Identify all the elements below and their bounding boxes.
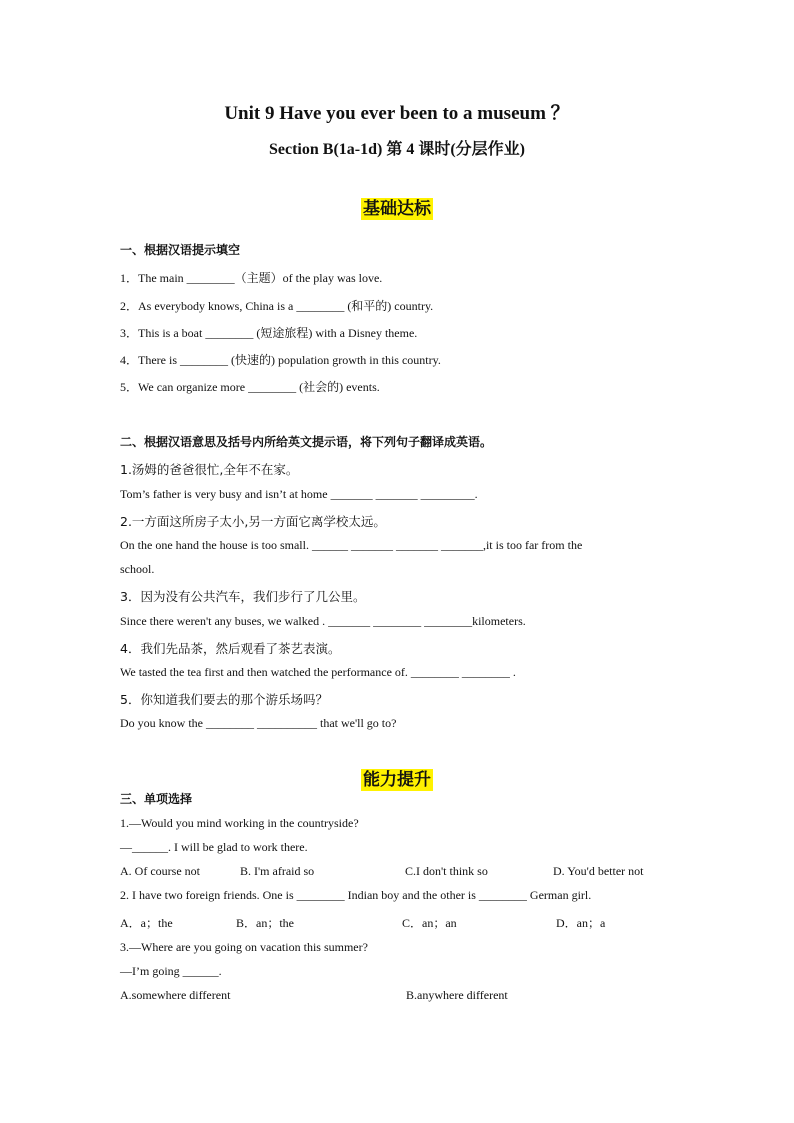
- part3-q2-option-d: D．an；a: [556, 916, 606, 930]
- part3-q1-option-c: C.I don't think so: [405, 864, 488, 878]
- part1-item-5: 5．We can organize more ________ (社会的) events.: [120, 380, 380, 394]
- page-subtitle: Section B(1a-1d) 第 4 课时(分层作业): [269, 141, 525, 158]
- part3-q3-option-a: A.somewhere different: [120, 988, 231, 1002]
- part1-item-3: 3．This is a boat ________ (短途旅程) with a Disney theme.: [120, 326, 418, 340]
- part3-q2: 2. I have two foreign friends. One is ________ Indian boy and the other is ________ German girl.: [120, 888, 592, 902]
- part3-q2-option-c: C．an；an: [402, 916, 457, 930]
- section-band-basic: [0, 194, 794, 219]
- section-band-basic-label: 基础达标: [363, 199, 431, 219]
- part3-q1-option-d: D. You'd better not: [553, 864, 644, 878]
- part3-q1-option-b: B. I'm afraid so: [240, 864, 315, 878]
- part2-q5-english: Do you know the ________ __________ that we'll go to?: [120, 716, 397, 730]
- part3-heading: 三、单项选择: [120, 792, 193, 806]
- part2-heading: 二、根据汉语意思及括号内所给英文提示语，将下列句子翻译成英语。: [120, 435, 493, 449]
- part2-q3-english: Since there weren't any buses, we walked . _______ ________ ________kilometers.: [120, 614, 526, 628]
- part1-item-1: 1．The main ________（主题）of the play was love.: [120, 271, 383, 285]
- part3-q1-option-a: A. Of course not: [120, 864, 200, 878]
- part2-q2-english-cont: school.: [120, 562, 155, 576]
- part1-heading: 一、根据汉语提示填空: [120, 243, 241, 257]
- part3-q1: 1.—Would you mind working in the countryside?: [120, 816, 359, 830]
- part2-q3-chinese: 3．因为没有公共汽车，我们步行了几公里。: [120, 589, 366, 604]
- part2-q2-chinese: 2.一方面这所房子太小,另一方面它离学校太远。: [120, 514, 386, 529]
- page-title: Unit 9 Have you ever been to a museum ？: [224, 103, 570, 124]
- section-band-advanced: [0, 765, 794, 790]
- part3-q2-option-b: B．an；the: [236, 916, 294, 930]
- part1-item-2: 2．As everybody knows, China is a ________ (和平的) country.: [120, 299, 434, 313]
- part2-q4-chinese: 4．我们先品茶，然后观看了茶艺表演。: [120, 641, 341, 656]
- part2-q1-chinese: 1.汤姆的爸爸很忙,全年不在家。: [120, 462, 299, 477]
- part3-q3: 3.—Where are you going on vacation this summer?: [120, 940, 368, 954]
- part2-q2-english: On the one hand the house is too small. ______ _______ _______ _______,it is too far from the: [120, 538, 583, 552]
- part3-q3-option-b: B.anywhere different: [406, 988, 508, 1002]
- part2-q4-english: We tasted the tea first and then watched the performance of. ________ ________ .: [120, 665, 516, 679]
- part1-item-4: 4．There is ________ (快速的) population growth in this country.: [120, 353, 441, 367]
- section-band-advanced-label: 能力提升: [363, 770, 431, 790]
- part2-q5-chinese: 5．你知道我们要去的那个游乐场吗？: [120, 692, 328, 707]
- part2-q1-english: Tom’s father is very busy and isn’t at home _______ _______ _________.: [120, 487, 478, 501]
- part3-q2-option-a: A．a；the: [120, 916, 173, 930]
- part3-q3-response: —I’m going ______.: [120, 964, 222, 978]
- part3-q1-response: —______. I will be glad to work there.: [120, 840, 308, 854]
